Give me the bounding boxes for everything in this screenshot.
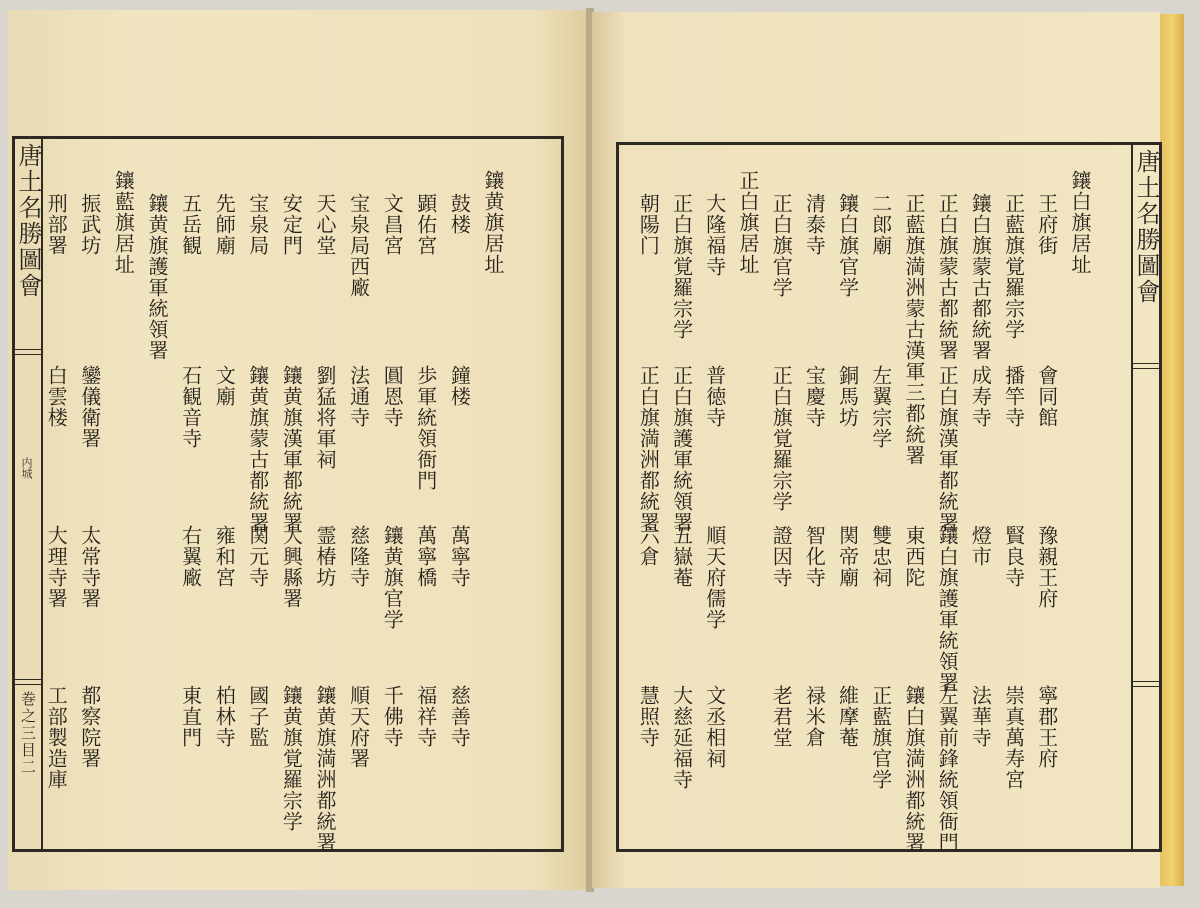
district-heading: 鑲白旗居址: [1068, 170, 1092, 275]
place-name-entry: 國子監: [245, 685, 270, 748]
place-name-entry: 鑲白旗官学: [835, 193, 860, 298]
place-name-entry: 慈隆寺: [346, 525, 371, 588]
volume-page-label: 巻之三目二: [19, 691, 37, 776]
district-heading: 鑲藍旗居址: [111, 170, 136, 275]
place-name-entry: 萬寧寺: [447, 525, 472, 588]
place-name-entry: 劉猛将軍祠: [313, 365, 337, 470]
place-name-entry: 先師廟: [212, 193, 237, 256]
place-name-entry: 宝慶寺: [802, 365, 827, 428]
place-name-entry: 正藍旗覚羅宗学: [1001, 193, 1026, 340]
place-name-entry: 右翼廠: [178, 525, 203, 588]
place-name-entry: 五嶽菴: [669, 525, 694, 588]
place-name-entry: 大隆福寺: [702, 193, 727, 277]
place-name-entry: 順天府署: [346, 685, 371, 769]
place-name-entry: 雙忠祠: [868, 525, 893, 588]
place-name-entry: 禄米倉: [802, 685, 827, 748]
place-name-entry: 正藍旗満洲蒙古漢軍三都統署: [902, 193, 926, 466]
place-name-entry: 維摩菴: [835, 685, 860, 748]
place-name-entry: 賢良寺: [1001, 525, 1026, 588]
place-name-entry: 左翼前鋒統領衙門: [935, 685, 960, 853]
place-name-entry: 證因寺: [769, 525, 794, 588]
divider: [1133, 363, 1159, 369]
place-name-entry: 鑲白旗蒙古都統署: [968, 193, 993, 361]
book-title: 唐土名勝圖會: [14, 143, 42, 299]
place-name-entry: 関帝廟: [835, 525, 860, 588]
place-name-entry: 正白旗護軍統領署: [669, 365, 694, 533]
place-name-entry: 普徳寺: [702, 365, 727, 428]
district-heading: 鑲黄旗居址: [481, 170, 505, 275]
place-name-entry: 圓恩寺: [380, 365, 405, 428]
place-name-entry: 石観音寺: [178, 365, 203, 449]
place-name-entry: 大理寺署: [44, 525, 69, 609]
place-name-entry: 二郎廟: [868, 193, 893, 256]
district-heading: 正白旗居址: [736, 170, 760, 275]
place-name-entry: 成寿寺: [968, 365, 993, 428]
place-name-entry: 文廟: [212, 365, 237, 407]
place-name-entry: 慧照寺: [636, 685, 661, 748]
place-name-entry: 顕佑宮: [413, 193, 438, 256]
divider: [15, 679, 41, 685]
place-name-entry: 鼓楼: [447, 193, 472, 235]
place-name-entry: 文昌宮: [380, 193, 405, 256]
place-name-entry: 鑲黄旗覚羅宗学: [279, 685, 304, 832]
place-name-entry: 慈善寺: [447, 685, 472, 748]
place-name-entry: 刑部署: [44, 193, 69, 256]
place-name-entry: 正白旗覚羅宗学: [669, 193, 694, 340]
place-name-entry: 法通寺: [346, 365, 371, 428]
divider: [15, 349, 41, 355]
place-name-entry: 鑲白旗護軍統領署: [935, 525, 960, 693]
place-name-entry: 正白旗満洲都統署: [636, 365, 661, 533]
place-name-entry: 寧郡王府: [1034, 685, 1059, 769]
place-name-entry: 福祥寺: [413, 685, 438, 748]
place-name-entry: 霊椿坊: [313, 525, 337, 588]
place-name-entry: 文丞相祠: [702, 685, 727, 769]
place-name-entry: 鑲白旗満洲都統署: [902, 685, 926, 853]
place-name-entry: 鐘楼: [447, 365, 472, 407]
place-name-entry: 老君堂: [769, 685, 794, 748]
place-name-entry: 鑾儀衛署: [77, 365, 102, 449]
place-name-entry: 銅馬坊: [835, 365, 860, 428]
place-name-entry: 播竿寺: [1001, 365, 1026, 428]
place-name-entry: 正白旗覚羅宗学: [769, 365, 794, 512]
place-name-entry: 朝陽门: [636, 193, 661, 256]
place-name-entry: 崇真萬寿宮: [1001, 685, 1026, 790]
place-name-entry: 鑲黄旗満洲都統署: [313, 685, 337, 853]
place-name-entry: 柏林寺: [212, 685, 237, 748]
place-name-entry: 鑲黄旗蒙古都統署: [245, 365, 270, 533]
place-name-entry: 清泰寺: [802, 193, 827, 256]
place-name-entry: 雍和宮: [212, 525, 237, 588]
place-name-entry: 燈市: [968, 525, 993, 567]
place-name-entry: 鑲黄旗護軍統領署: [145, 193, 169, 361]
place-name-entry: 正白旗漢軍都統署: [935, 365, 960, 533]
place-name-entry: 正藍旗官学: [868, 685, 893, 790]
place-name-entry: 六倉: [636, 525, 661, 567]
place-name-entry: 法華寺: [968, 685, 993, 748]
place-name-entry: 鑲黄旗漢軍都統署: [279, 365, 304, 533]
place-name-entry: 智化寺: [802, 525, 827, 588]
place-name-entry: 大慈延福寺: [669, 685, 694, 790]
place-name-entry: 宝泉局西廠: [346, 193, 371, 298]
place-name-entry: 東直門: [178, 685, 203, 748]
right-title-strip: [1131, 145, 1159, 849]
place-name-entry: 太常寺署: [77, 525, 102, 609]
place-name-entry: 正白旗官学: [769, 193, 794, 298]
place-name-entry: 千佛寺: [380, 685, 405, 748]
place-name-entry: 鑲黄旗官学: [380, 525, 405, 630]
place-name-entry: 左翼宗学: [868, 365, 893, 449]
place-name-entry: 大興縣署: [279, 525, 304, 609]
left-title-strip: [15, 139, 43, 849]
place-name-entry: 関元寺: [245, 525, 270, 588]
place-name-entry: 振武坊: [77, 193, 102, 256]
book-title: 唐土名勝圖會: [1132, 149, 1160, 305]
place-name-entry: 萬寧橋: [413, 525, 438, 588]
section-label: 内城: [20, 457, 33, 479]
place-name-entry: 天心堂: [313, 193, 337, 256]
place-name-entry: 東西陀: [902, 525, 926, 588]
divider: [1133, 681, 1159, 687]
place-name-entry: 五岳観: [178, 193, 203, 256]
place-name-entry: 豫親王府: [1034, 525, 1059, 609]
place-name-entry: 王府街: [1034, 193, 1059, 256]
place-name-entry: 順天府儒学: [702, 525, 727, 630]
place-name-entry: 正白旗蒙古都統署: [935, 193, 960, 361]
place-name-entry: 歩軍統領衙門: [413, 365, 438, 491]
place-name-entry: 會同館: [1034, 365, 1059, 428]
place-name-entry: 都察院署: [77, 685, 102, 769]
place-name-entry: 安定門: [279, 193, 304, 256]
place-name-entry: 白雲楼: [44, 365, 69, 428]
place-name-entry: 工部製造庫: [44, 685, 69, 790]
page-edges: [1160, 14, 1184, 886]
place-name-entry: 宝泉局: [245, 193, 270, 256]
